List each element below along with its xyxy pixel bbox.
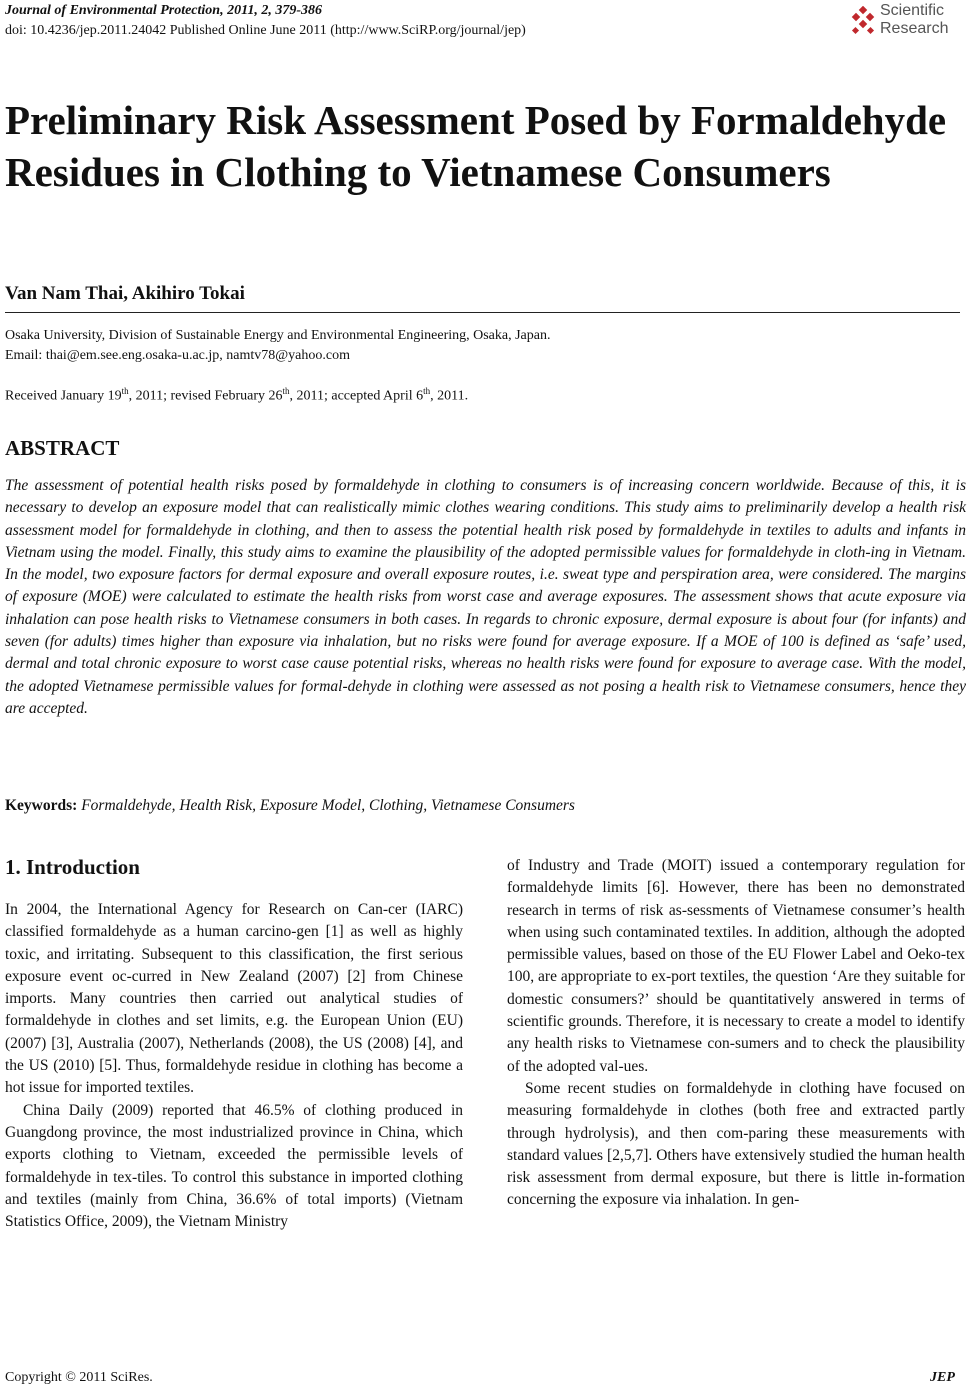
journal-name: Journal of Environmental Protection: [5, 3, 221, 18]
received-dates: Received January 19th, 2011; revised February 26th, 2011; accepted April 6th, 2011.: [5, 386, 469, 404]
journal-citation: [5, 3, 322, 19]
keywords: [5, 797, 966, 815]
logo-text: Scientific Research: [880, 2, 949, 37]
keywords-list: Formaldehyde, Health Risk, Exposure Model, Clothing, Vietnamese Consumers: [77, 797, 575, 814]
body-column-right: [507, 855, 965, 1212]
paragraph: of Industry and Trade (MOIT) issued a contemporary regulation for formaldehyde limits [6]. However, there has been no demonstrated research in terms of risk as-sessments of Vietnamese consumer’s health when using such contaminated textiles. In addition, although the adopted permissible values, based on those of the EU Flower Label and Oeko-tex 100, are appropriate to ex-port textiles, the question ‘Are they suitable for domestic consumers?’ should be quantitatively answered in terms of scientific grounds. Therefore, it is necessary to create a model to identify any health risks to Vietnamese con-sumers and to check the plausibility of the adopted val-ues.: [507, 857, 965, 1075]
logo-mark-icon: [848, 6, 878, 36]
publisher-logo: [848, 0, 970, 44]
paragraph: China Daily (2009) reported that 46.5% of clothing produced in Guangdong province, the most industrialized province in China, which exports clothing to Vietnam, exceeded the permissible levels of formaldehyde in tex-tiles. To control this substance in imported clothing and textiles (mainly from China, 36.6% of total imports) (Vietnam Statistics Office, 2009), the Vietnam Ministry: [5, 1101, 463, 1231]
paragraph: Some recent studies on formaldehyde in clothing have focused on measuring formaldehyde in clothes (both free and extracted partly through hydrolysis), and then com-paring these measurements with standard values [2,5,7]. Others have extensively studied the human health risk assessment from dermal exposure, but there is little in-formation concerning the exposure via inhalation. In gen-: [507, 1079, 965, 1209]
journal-volume: , 2011, 2, 379-386: [220, 3, 322, 18]
affiliation-block: [5, 326, 551, 366]
affiliation: Osaka University, Division of Sustainable Energy and Environmental Engineering, Osaka, Japan.: [5, 328, 551, 343]
keywords-label: Keywords:: [5, 797, 78, 814]
copyright: Copyright © 2011 SciRes.: [5, 1370, 153, 1385]
abstract-text: The assessment of potential health risks posed by formaldehyde in clothing to consumers is of increasing concern worldwide. Because of this, it is necessary to develop an exposure model that can realistically mimic clothes wearing conditions. This study aims to preliminarily develop a health risk assessment model for formaldehyde in clothing, and then to assess the potential health risk posed by formaldehyde in textiles to adults and infants in Vietnam using the model. Finally, this study aims to examine the plausibility of the adopted permissible values for formaldehyde in cloth-ing in Vietnam. In the model, two exposure factors for dermal exposure and overall exposure routes, i.e. sweat type and perspiration area, were considered. The margins of exposure (MOE) were calculated to estimate the health risks from worst case and average exposures. The assessment shows that acute exposure via inhalation can pose health risks to Vietnamese consumers in both cases. In regards to chronic exposure, dermal exposure is about four (for infants) and seven (for adults) times higher than exposure via inhalation, but no risks were found for average exposure. If a MOE of 100 is defined as ‘safe’ used, dermal and total chronic exposure to worst case cause potential risks, whereas no health risks were found for exposure to average case. With the model, the adopted Vietnamese permissible values for formal-dehyde in clothing were assessed as not posing a health risk to Vietnamese consumers, hence they are accepted.: [5, 477, 966, 717]
divider: [5, 312, 960, 313]
section-heading: 1. Introduction: [5, 855, 140, 879]
journal-abbreviation: JEP: [930, 1370, 955, 1385]
doi-line: doi: 10.4236/jep.2011.24042 Published Online June 2011 (http://www.SciRP.org/journal/jep): [5, 23, 526, 38]
email: Email: thai@em.see.eng.osaka-u.ac.jp, namtv78@yahoo.com: [5, 348, 350, 363]
authors: Van Nam Thai, Akihiro Tokai: [5, 283, 245, 304]
paragraph: In 2004, the International Agency for Research on Can-cer (IARC) classified formaldehyde as a human carcino-gen [1] as well as highly toxic, and irritating. Subsequent to this classification, the first serious exposure event oc-curred in New Zealand (2007) [2] from Chinese imports. Many countries then carried out analytical studies of formaldehyde in clothes and set limits, e.g. the European Union (EU) (2007) [3], Australia (2007), Netherlands (2008), the US (2008) [4], and the US (2010) [5]. Thus, formaldehyde residue in clothing has become a hot issue for imported textiles.: [5, 901, 463, 1097]
abstract-heading: ABSTRACT: [5, 436, 120, 460]
body-column-left: [5, 899, 463, 1233]
paper-title: Preliminary Risk Assessment Posed by Formaldehyde Residues in Clothing to Vietnamese Consumers: [5, 97, 947, 195]
